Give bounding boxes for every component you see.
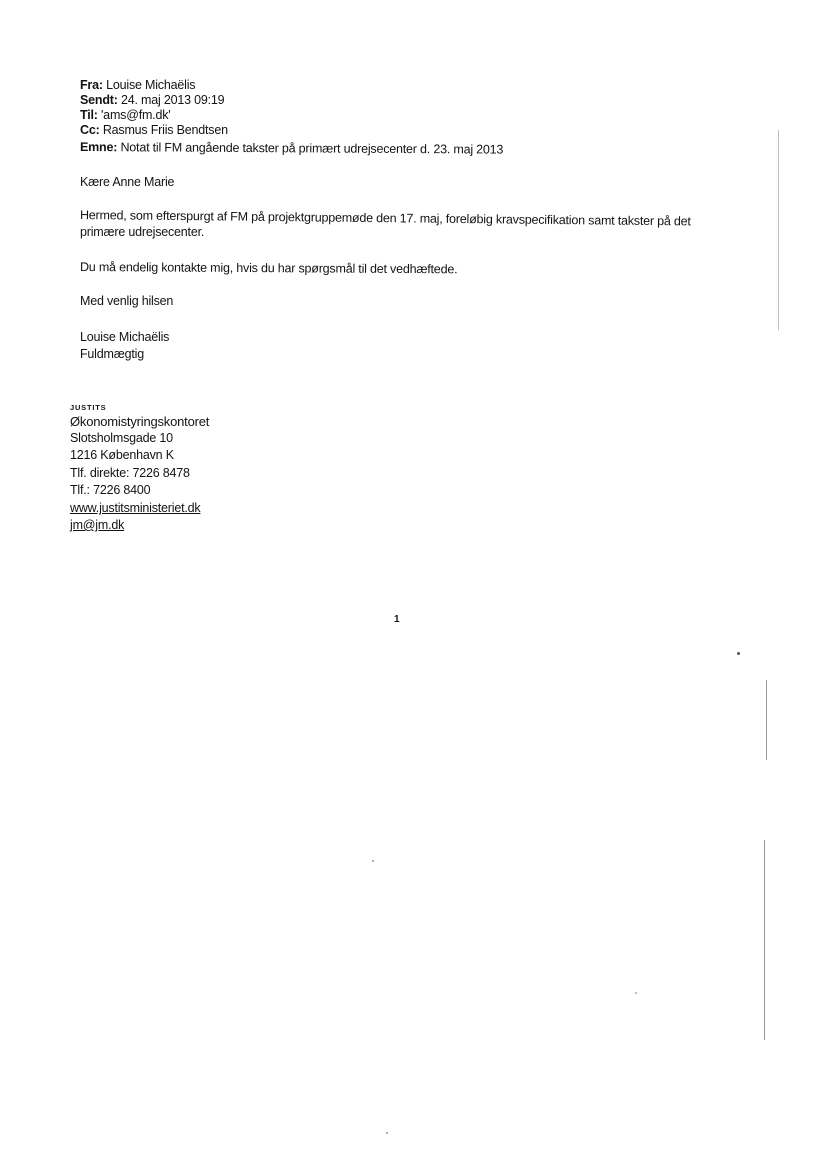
email-link[interactable]: jm@jm.dk: [70, 518, 125, 532]
org-small-caps: JUSTITS: [70, 403, 107, 412]
greeting: Kære Anne Marie: [80, 175, 175, 189]
page-number: 1: [394, 614, 400, 625]
scan-edge-line-bottom: [764, 840, 765, 1040]
closing: Med venlig hilsen: [80, 294, 174, 308]
cc-value: Rasmus Friis Bendtsen: [102, 123, 228, 137]
cc-label: Cc:: [80, 123, 100, 137]
scan-speck: [737, 652, 740, 655]
city-address: 1216 København K: [70, 448, 174, 462]
scan-speck: [372, 860, 374, 862]
scan-edge-line-middle: [766, 680, 767, 760]
subject-label: Emne:: [79, 140, 118, 155]
sent-label: Sendt:: [80, 93, 118, 107]
phone-direct: Tlf. direkte: 7226 8478: [70, 466, 190, 480]
from-label: Fra:: [80, 78, 103, 92]
website-link[interactable]: www.justitsministeriet.dk: [70, 501, 201, 515]
cc-line: [80, 123, 228, 138]
sent-value: 24. maj 2013 09:19: [120, 93, 225, 107]
street-address: Slotsholmsgade 10: [70, 431, 173, 445]
from-line: [80, 78, 195, 93]
to-value: 'ams@fm.dk': [101, 108, 171, 122]
paragraph2: Du må endelig kontakte mig, hvis du har spørgsmål til det vedhæftede.: [79, 260, 458, 277]
sent-line: [80, 93, 224, 108]
subject-line: [80, 140, 503, 158]
sender-title: Fuldmægtig: [80, 347, 144, 361]
scan-edge-line-top: [778, 130, 779, 330]
subject-value: Notat til FM angående takster på primært udrejsecenter d. 23. maj 2013: [120, 140, 504, 157]
to-label: Til:: [80, 108, 98, 122]
sender-name: Louise Michaëlis: [80, 330, 170, 344]
scan-speck: [386, 1132, 388, 1134]
paragraph1-line2: primære udrejsecenter.: [80, 225, 205, 239]
paragraph1-line1: Hermed, som efterspurgt af FM på projektgruppemøde den 17. maj, foreløbig kravspecifikation samt takster på det: [79, 208, 691, 229]
from-value: Louise Michaëlis: [106, 78, 196, 92]
phone-main: Tlf.: 7226 8400: [70, 483, 151, 497]
office-name: Økonomistyringskontoret: [70, 414, 210, 429]
to-line: [80, 108, 170, 123]
scan-speck: [635, 992, 637, 994]
